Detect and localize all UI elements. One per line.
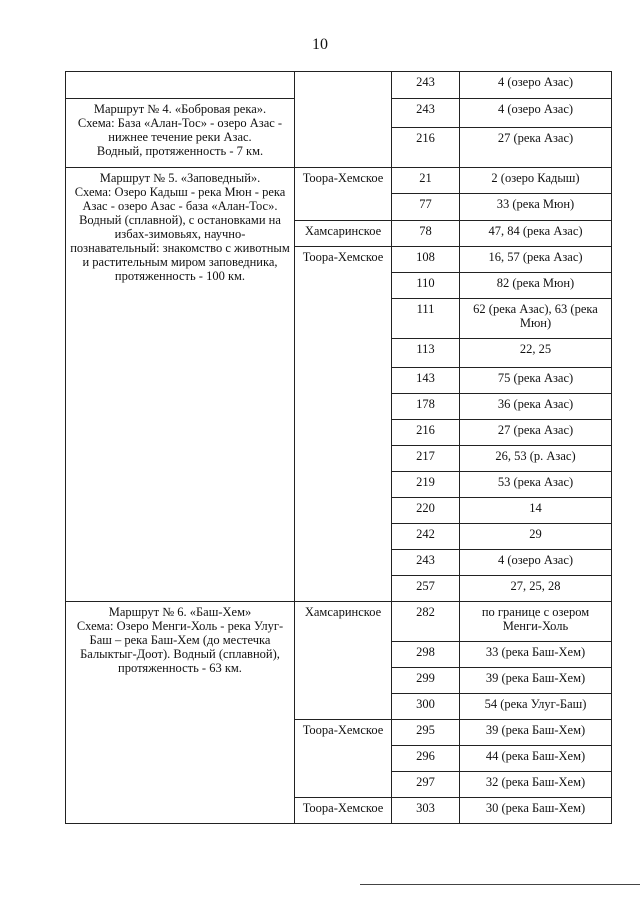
plots-cell: 33 (река Мюн) — [460, 194, 612, 221]
route-scheme: Схема: Озеро Кадыш - река Мюн - река Азас - озеро Азас - база «Алан-Тос». — [74, 185, 286, 213]
plots-cell: 36 (река Азас) — [460, 394, 612, 420]
quarter-cell: 282 — [392, 602, 460, 642]
route-type: Водный, протяженность - 7 км. — [96, 144, 264, 158]
plots-cell: 39 (река Баш-Хем) — [460, 720, 612, 746]
plots-cell: 27 (река Азас) — [460, 420, 612, 446]
route-5-description — [66, 168, 295, 602]
plots-cell: 14 — [460, 498, 612, 524]
routes-table — [65, 71, 612, 824]
quarter-cell: 296 — [392, 746, 460, 772]
district-cell: Тоора-Хемское — [295, 720, 392, 798]
plots-cell: по границе с озером Менги-Холь — [460, 602, 612, 642]
plots-cell: 75 (река Азас) — [460, 368, 612, 394]
table-row — [66, 168, 612, 194]
quarter-cell: 303 — [392, 798, 460, 824]
plots-cell: 27 (река Азас) — [460, 128, 612, 168]
quarter-cell: 21 — [392, 168, 460, 194]
quarter-cell: 298 — [392, 642, 460, 668]
quarter-cell: 113 — [392, 339, 460, 368]
quarter-cell: 243 — [392, 550, 460, 576]
quarter-cell: 242 — [392, 524, 460, 550]
quarter-cell: 108 — [392, 247, 460, 273]
quarter-cell: 295 — [392, 720, 460, 746]
table-row — [66, 72, 612, 99]
quarter-cell: 111 — [392, 299, 460, 339]
quarter-cell: 216 — [392, 420, 460, 446]
quarter-cell: 219 — [392, 472, 460, 498]
route-title: Маршрут № 6. «Баш-Хем» — [108, 605, 252, 619]
plots-cell: 82 (река Мюн) — [460, 273, 612, 299]
plots-cell: 22, 25 — [460, 339, 612, 368]
district-cell-empty — [295, 72, 392, 168]
route-4-description — [66, 99, 295, 168]
plots-cell: 4 (озеро Азас) — [460, 550, 612, 576]
plots-cell: 2 (озеро Кадыш) — [460, 168, 612, 194]
route-6-description — [66, 602, 295, 824]
quarter-cell: 143 — [392, 368, 460, 394]
district-cell: Тоора-Хемское — [295, 247, 392, 602]
plots-cell: 44 (река Баш-Хем) — [460, 746, 612, 772]
quarter-cell: 257 — [392, 576, 460, 602]
quarter-cell: 110 — [392, 273, 460, 299]
plots-cell: 4 (озеро Азас) — [460, 72, 612, 99]
plots-cell: 32 (река Баш-Хем) — [460, 772, 612, 798]
footer-divider — [360, 884, 640, 885]
district-cell: Тоора-Хемское — [295, 798, 392, 824]
plots-cell: 53 (река Азас) — [460, 472, 612, 498]
route-type: Водный (сплавной), с остановками на избах-зимовьях, научно-познавательный: знакомство с животным и растительным миром заповедника, протяженность - 100 км. — [70, 213, 290, 283]
plots-cell: 16, 57 (река Азас) — [460, 247, 612, 273]
quarter-cell: 300 — [392, 694, 460, 720]
quarter-cell: 178 — [392, 394, 460, 420]
table-row — [66, 602, 612, 642]
plots-cell: 26, 53 (р. Азас) — [460, 446, 612, 472]
route-title: Маршрут № 4. «Бобровая река». — [93, 102, 267, 116]
quarter-cell: 217 — [392, 446, 460, 472]
plots-cell: 62 (река Азас), 63 (река Мюн) — [460, 299, 612, 339]
district-cell: Хамсаринское — [295, 221, 392, 247]
district-cell: Тоора-Хемское — [295, 168, 392, 221]
plots-cell: 39 (река Баш-Хем) — [460, 668, 612, 694]
quarter-cell: 220 — [392, 498, 460, 524]
plots-cell: 54 (река Улуг-Баш) — [460, 694, 612, 720]
plots-cell: 30 (река Баш-Хем) — [460, 798, 612, 824]
route-scheme: Схема: База «Алан-Тос» - озеро Азас - нижнее течение реки Азас. — [77, 116, 283, 144]
quarter-cell: 78 — [392, 221, 460, 247]
route-title: Маршрут № 5. «Заповедный». — [99, 171, 261, 185]
quarter-cell: 216 — [392, 128, 460, 168]
plots-cell: 27, 25, 28 — [460, 576, 612, 602]
plots-cell: 4 (озеро Азас) — [460, 99, 612, 128]
quarter-cell: 299 — [392, 668, 460, 694]
quarter-cell: 297 — [392, 772, 460, 798]
district-cell: Хамсаринское — [295, 602, 392, 720]
route-cell-empty — [66, 72, 295, 99]
plots-cell: 47, 84 (река Азас) — [460, 221, 612, 247]
route-scheme: Схема: Озеро Менги-Холь - река Улуг-Баш – река Баш-Хем (до местечка Балыктыг-Доот). Водный (сплавной), протяженность - 63 км. — [76, 619, 284, 675]
quarter-cell: 243 — [392, 72, 460, 99]
plots-cell: 29 — [460, 524, 612, 550]
page-number: 10 — [312, 36, 328, 53]
plots-cell: 33 (река Баш-Хем) — [460, 642, 612, 668]
quarter-cell: 243 — [392, 99, 460, 128]
quarter-cell: 77 — [392, 194, 460, 221]
